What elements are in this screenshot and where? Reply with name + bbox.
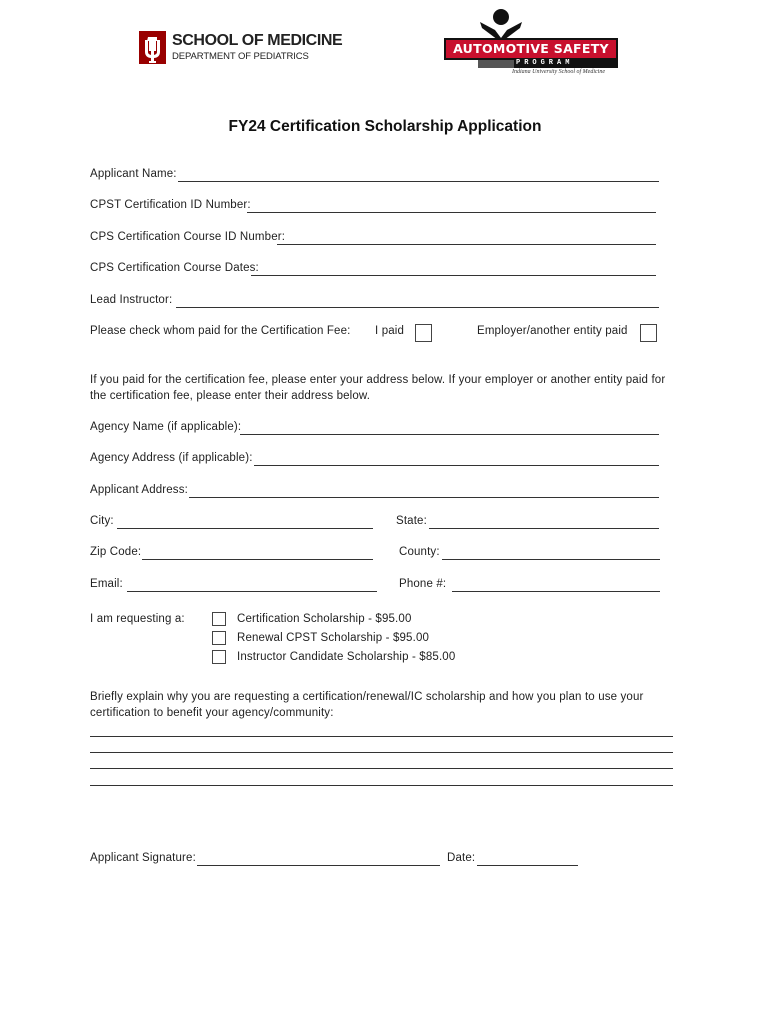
zip-line[interactable] bbox=[142, 559, 373, 560]
email-line[interactable] bbox=[127, 591, 377, 592]
i-paid-label: I paid bbox=[375, 325, 405, 337]
renewal-scholarship-checkbox[interactable] bbox=[212, 631, 226, 645]
school-title: SCHOOL OF MEDICINE bbox=[172, 32, 343, 49]
employer-paid-checkbox[interactable] bbox=[640, 324, 657, 342]
instructor-candidate-label: Instructor Candidate Scholarship - $85.00 bbox=[237, 651, 456, 663]
phone-label: Phone #: bbox=[399, 578, 447, 590]
applicant-address-label: Applicant Address: bbox=[90, 484, 188, 496]
agency-address-line[interactable] bbox=[254, 465, 659, 466]
agency-address-label: Agency Address (if applicable): bbox=[90, 452, 253, 464]
asp-banner bbox=[444, 38, 618, 60]
state-label: State: bbox=[396, 515, 427, 527]
email-label: Email: bbox=[90, 578, 123, 590]
figure-icon bbox=[460, 8, 526, 40]
iu-trident-logo bbox=[139, 31, 166, 64]
automotive-safety-logo bbox=[438, 8, 624, 78]
employer-paid-label: Employer/another entity paid bbox=[477, 325, 628, 337]
explain-line[interactable] bbox=[90, 768, 673, 769]
county-line[interactable] bbox=[442, 559, 660, 560]
lead-instructor-line[interactable] bbox=[176, 307, 659, 308]
instructor-candidate-checkbox[interactable] bbox=[212, 650, 226, 664]
address-note: If you paid for the certification fee, please enter your address below. If your employer or another entity paid for the certification fee, please enter their address below. bbox=[90, 374, 666, 402]
paid-question-label: Please check whom paid for the Certification Fee: bbox=[90, 325, 351, 337]
lead-instructor-label: Lead Instructor: bbox=[90, 294, 173, 306]
cps-course-id-line[interactable] bbox=[277, 244, 656, 245]
asp-program-blocks bbox=[478, 60, 514, 68]
asp-program-text: PROGRAM bbox=[516, 59, 574, 67]
cps-course-dates-label: CPS Certification Course Dates: bbox=[90, 262, 259, 274]
asp-banner-text: AUTOMOTIVE SAFETY bbox=[453, 41, 609, 56]
applicant-name-label: Applicant Name: bbox=[90, 168, 177, 180]
agency-name-label: Agency Name (if applicable): bbox=[90, 421, 242, 433]
explain-line[interactable] bbox=[90, 736, 673, 737]
date-line[interactable] bbox=[477, 865, 578, 866]
applicant-address-line[interactable] bbox=[189, 497, 659, 498]
certification-scholarship-label: Certification Scholarship - $95.00 bbox=[237, 613, 412, 625]
certification-scholarship-checkbox[interactable] bbox=[212, 612, 226, 626]
explain-line[interactable] bbox=[90, 785, 673, 786]
date-label: Date: bbox=[447, 852, 476, 864]
asp-tagline: Indiana University School of Medicine bbox=[512, 69, 605, 75]
department-subtitle: DEPARTMENT OF PEDIATRICS bbox=[172, 51, 309, 62]
renewal-scholarship-label: Renewal CPST Scholarship - $95.00 bbox=[237, 632, 430, 644]
signature-line[interactable] bbox=[197, 865, 440, 866]
city-label: City: bbox=[90, 515, 114, 527]
explain-prompt: Briefly explain why you are requesting a certification/renewal/IC scholarship and how you plan to use your certification to benefit your agency/community: bbox=[90, 691, 644, 719]
i-paid-checkbox[interactable] bbox=[415, 324, 432, 342]
city-line[interactable] bbox=[117, 528, 373, 529]
cpst-id-label: CPST Certification ID Number: bbox=[90, 199, 251, 211]
agency-name-line[interactable] bbox=[240, 434, 659, 435]
cpst-id-line[interactable] bbox=[247, 212, 656, 213]
zip-label: Zip Code: bbox=[90, 546, 142, 558]
form-title: FY24 Certification Scholarship Application bbox=[228, 118, 542, 135]
state-line[interactable] bbox=[429, 528, 659, 529]
county-label: County: bbox=[399, 546, 440, 558]
signature-label: Applicant Signature: bbox=[90, 852, 196, 864]
explain-line[interactable] bbox=[90, 752, 673, 753]
request-label: I am requesting a: bbox=[90, 613, 185, 625]
applicant-name-line[interactable] bbox=[178, 181, 659, 182]
cps-course-dates-line[interactable] bbox=[251, 275, 656, 276]
phone-line[interactable] bbox=[452, 591, 660, 592]
cps-course-id-label: CPS Certification Course ID Number: bbox=[90, 231, 286, 243]
